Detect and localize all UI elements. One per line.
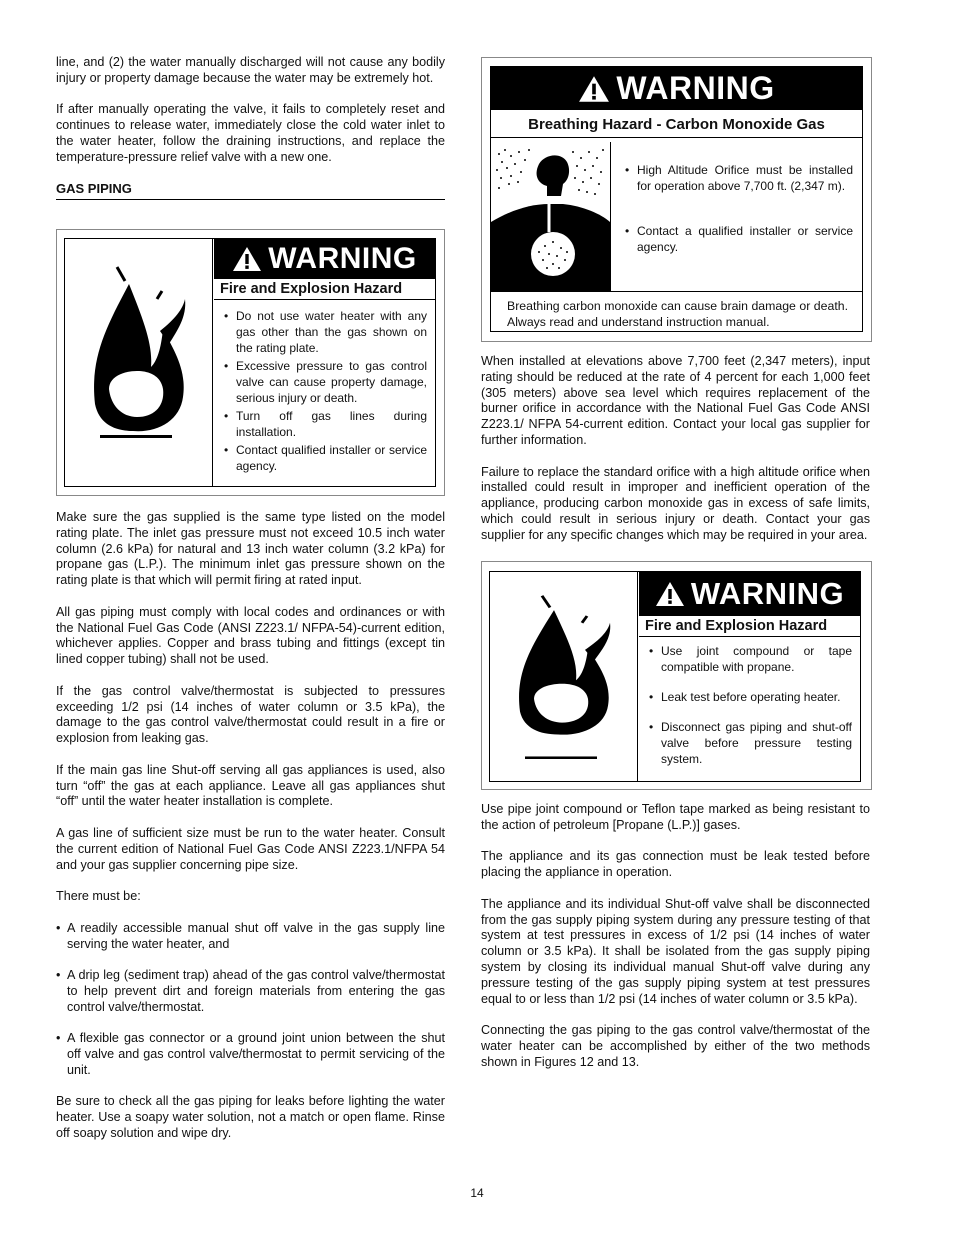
co-picture-panel [491, 142, 611, 291]
flame-picture-panel [65, 239, 213, 486]
list-item: • A drip leg (sediment trap) ahead of the gas control valve/thermostat to help prevent dirt and foreign materials from entering the gas control valve/thermostat. [56, 968, 445, 1015]
person-breathing-icon [491, 142, 610, 291]
warning-item: • Disconnect gas piping and shut-off valve before pressure testing system. [647, 719, 852, 767]
paragraph: If the gas control valve/thermostat is subjected to pressures exceeding 1/2 psi (14 inches of water column or 3.5 kPa), the damage to the gas control valve/thermostat could result in a fire or explosion from leaking gas. [56, 683, 445, 746]
co-warning-box [481, 57, 872, 342]
hazard-title: Fire and Explosion Hazard [639, 616, 860, 637]
requirements-list [56, 921, 445, 1079]
warning-item: • Do not use water heater with any gas other than the gas shown on the rating plate. [222, 308, 427, 356]
hazard-title: Fire and Explosion Hazard [214, 279, 435, 300]
warning-footer: Breathing carbon monoxide can cause brain damage or death. Always read and understand instruction manual. [491, 291, 862, 330]
warning-text-panel [214, 239, 435, 486]
paragraph: Use pipe joint compound or Teflon tape marked as being resistant to the action of petroleum [Propane (L.P.)] gases. [481, 802, 870, 832]
warning-panel [489, 571, 861, 782]
paragraph: If after manually operating the valve, it fails to completely reset and continues to release water, immediately close the cold water inlet to the water heater, follow the draining instructions, and replace the temperature-pressure relief valve with a new one. [56, 102, 445, 164]
warning-item: • Use joint compound or tape compatible with propane. [647, 643, 852, 675]
left-column [56, 55, 445, 216]
paragraph: Be sure to check all the gas piping for leaks before lighting the water heater. Use a soapy water solution, not a match or open flame. Rinse off soapy solution and wipe dry. [56, 1094, 445, 1141]
warning-list [623, 162, 853, 255]
warning-list [214, 300, 435, 474]
paragraph: A gas line of sufficient size must be run to the water heater. Consult the current edition of National Fuel Gas Code ANSI Z223.1/NFPA 54 and your gas supplier concerning pipe size. [56, 825, 445, 872]
hazard-title: Breathing Hazard - Carbon Monoxide Gas [491, 110, 862, 138]
warning-text-panel [639, 572, 860, 781]
warning-triangle-icon [232, 246, 262, 272]
paragraph: The appliance and its gas connection must be leak tested before placing the appliance in operation. [481, 849, 870, 880]
warning-triangle-icon [578, 75, 610, 103]
warning-item: • Contact qualified installer or service agency. [222, 442, 427, 474]
warning-banner [214, 239, 435, 279]
warning-banner-label: WARNING [268, 242, 417, 275]
warning-list [639, 637, 860, 767]
right-column-bottom [481, 802, 870, 1086]
warning-panel [490, 66, 863, 332]
fire-warning-box-right [481, 561, 872, 790]
warning-panel [64, 238, 436, 487]
warning-item: • High Altitude Orifice must be installed for operation above 7,700 ft. (2,347 m). [623, 162, 853, 194]
paragraph: The appliance and its individual Shut-off valve shall be disconnected from the gas supply piping system during any pressure testing of that system at test pressures in excess of 1/2 psi (14 inches of water column or 3.5 kPa). It shall be isolated from the gas supply piping system by closing its individual manual Shut-off valve during any pressure testing of the gas supply piping system at test pressures equal to or less than 1/2 psi (14 inches of water column or 3.5 kPa). [481, 896, 870, 1006]
fire-warning-box-left [56, 229, 445, 496]
list-item: • A flexible gas connector or a ground joint union between the shut off valve and gas control valve/thermostat to permit servicing of the unit. [56, 1031, 445, 1078]
paragraph: When installed at elevations above 7,700 feet (2,347 meters), input rating should be reduced at the rate of 4 percent for each 1,000 feet (305 meters) above sea level which requires replacement of the burner orifice in accordance with the National Fuel Gas Code ANSI Z223.1/ NFPA 54-current edition. Contact your local gas supplier for further information. [481, 354, 870, 447]
paragraph: If the main gas line Shut-off serving all gas appliances is used, also turn “off” the gas at each appliance. Leave all gas appliances shut “off” until the water heater installation is complete. [56, 762, 445, 809]
paragraph: All gas piping must comply with local codes and ordinances or with the National Fuel Gas Code (ANSI Z223.1/ NFPA-54)-current edition, whichever applies. Copper and brass tubing and fittings (except tin lined copper tubing) shall not be used. [56, 604, 445, 667]
paragraph: Connecting the gas piping to the gas control valve/thermostat of the water heater can be accomplished by either of the two methods shown in Figures 12 and 13. [481, 1023, 870, 1069]
paragraph: There must be: [56, 889, 141, 904]
flame-picture-panel [490, 572, 638, 781]
warning-item: • Contact a qualified installer or service agency. [623, 223, 853, 255]
warning-triangle-icon [655, 581, 685, 607]
warning-banner [639, 572, 860, 616]
warning-item: • Turn off gas lines during installation. [222, 408, 427, 440]
warning-banner-label: WARNING [616, 70, 775, 106]
section-heading-gas-piping: GAS PIPING [56, 181, 445, 200]
paragraph: Failure to replace the standard orifice with a high altitude orifice when installed could result in improper and inefficient operation of the appliance, producing carbon monoxide gas in excess of safe limits, which could result in serious injury or death. Contact your gas supplier for any specific changes which may be required in your area. [481, 464, 870, 542]
paragraph: line, and (2) the water manually discharged will not cause any bodily injury or property damage because the water may be extremely hot. [56, 55, 445, 85]
left-column-body [56, 510, 445, 1158]
warning-item: • Excessive pressure to gas control valve can cause property damage, serious injury or death. [222, 358, 427, 406]
warning-item: • Leak test before operating heater. [647, 689, 852, 705]
page-number: 14 [470, 1186, 484, 1200]
flame-icon [490, 572, 637, 781]
warning-banner-label: WARNING [690, 576, 845, 611]
list-item: • A readily accessible manual shut off valve in the gas supply line serving the water heater, and [56, 921, 445, 953]
flame-icon [65, 239, 212, 486]
paragraph: Make sure the gas supplied is the same type listed on the model rating plate. The inlet gas pressure must not exceed 10.5 inch water column (2.6 kPa) for natural and 13 inch water column (3.2 kPa) for propane gas (L.P.). The minimum inlet gas pressure shown on the rating plate is that which will permit firing at rated input. [56, 510, 445, 588]
warning-banner [491, 67, 862, 110]
right-column-top [481, 354, 870, 559]
